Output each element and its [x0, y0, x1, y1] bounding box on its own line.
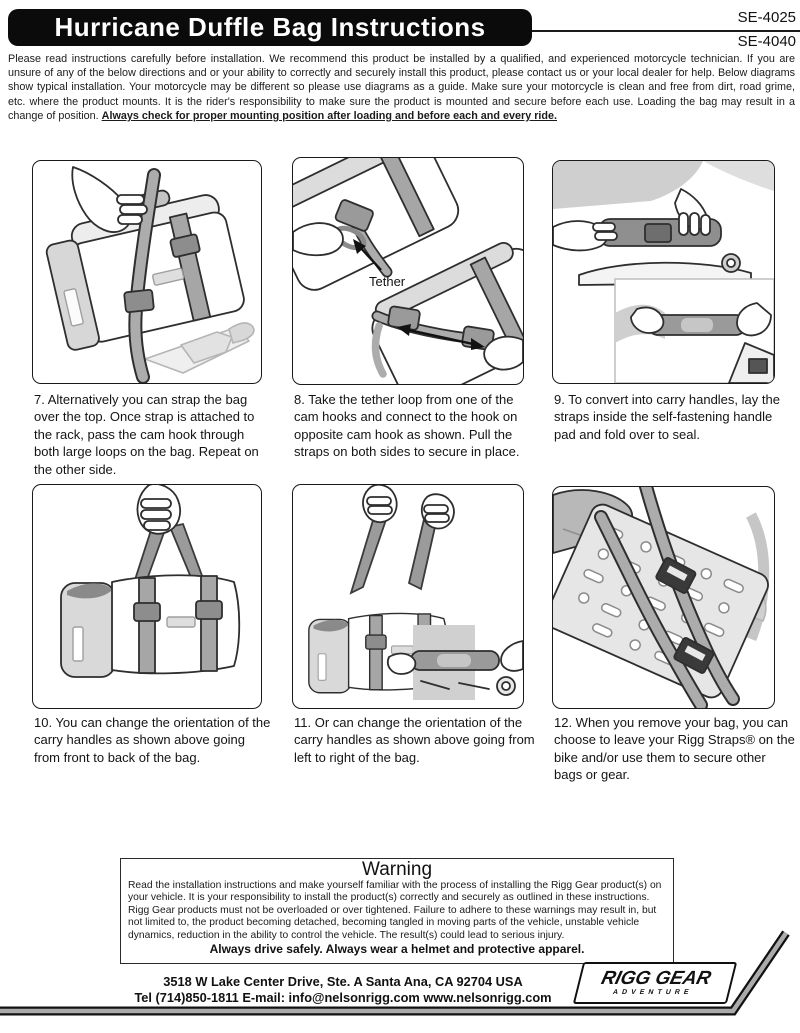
logo-subtext: ADVENTURE [611, 989, 694, 996]
step-7-figure [32, 160, 262, 384]
intro-paragraph [8, 52, 795, 123]
model-number-top: SE-4025 [737, 9, 796, 26]
step-12-illustration [553, 487, 774, 708]
logo-wordmark: RIGG GEAR [599, 968, 714, 989]
step-11-caption: 11. Or can change the orientation of the carry handles as shown above going from left to right of the bag. [294, 715, 535, 765]
step-9-figure [552, 160, 775, 384]
title-bar [8, 9, 532, 46]
step-12-figure [552, 486, 775, 709]
step-10-illustration [33, 485, 261, 708]
warning-title: Warning [361, 859, 433, 880]
contact-line: Tel (714)850-1811 E-mail: info@nelsonrigg.com www.nelsonrigg.com [134, 990, 552, 1005]
model-divider-line [532, 30, 800, 32]
step-8-illustration [293, 158, 523, 384]
warning-body-text: Read the installation instructions and make yourself familiar with the process of installing the Rigg Gear product(s) on your vehicle. It is your responsibility to install the product(s) correctly and securely as outlined in these instructions. Rigg Gear products must not be overloaded or over tightened. Failure to adhere to these warnings may result in, but not limited to, the product becoming detached, becoming tangled in moving parts of the vehicle, unstable vehicle dynamics, reduction in the ability to control the vehicle. The result(s) could lead to serious injury. [128, 880, 662, 941]
bottom-swoosh [0, 920, 800, 1033]
page-title: Hurricane Duffle Bag Instructions [54, 12, 486, 42]
step-7-caption: 7. Alternatively you can strap the bag over the top. Once strap is attached to the rack, pass the cam hook through both large loops on the bag. Repeat on the other side. [34, 392, 259, 477]
step-10-figure [32, 484, 262, 709]
step-11-illustration [293, 485, 523, 708]
step-9-illustration [553, 161, 774, 383]
step-10-caption: 10. You can change the orientation of the carry handles as shown above going from front to back of the bag. [34, 715, 271, 765]
intro-emphasis: Always check for proper mounting position after loading and before each and every ride. [101, 109, 558, 122]
address-line: 3518 W Lake Center Drive, Ste. A Santa Ana, CA 92704 USA [163, 974, 523, 989]
model-number-bottom: SE-4040 [737, 33, 796, 50]
step-11-figure [292, 484, 524, 709]
step-9-caption: 9. To convert into carry handles, lay the straps inside the self-fastening handle pad and fold over to seal. [554, 392, 780, 442]
intro-body: Please read instructions carefully before installation. We recommend this product be installed by a qualified, and experienced motorcycle technician. If you are unsure of any of the below directions and or your ability to correctly and securely install this product, please contact us or your local dealer for help. Below diagrams show typical installation. Your motorcycle may be different so please use diagrams as a guide. Make sure your motorcycle is clean and free from dirt, road grime, etc. where the product mounts. It is the rider's responsibility to make sure the product is mounted and secure before each use. Loading the bag may result in a change of position. [8, 53, 795, 122]
step-8-figure [292, 157, 524, 385]
step-8-caption: 8. Take the tether loop from one of the cam hooks and connect to the hook on opposite cam hook as shown. Pull the straps on both sides to secure in place. [294, 392, 520, 460]
tether-label: Tether [369, 274, 406, 289]
step-12-caption: 12. When you remove your bag, you can choose to leave your Rigg Straps® on the bike and/or use them to secure other bags or gear. [554, 715, 795, 783]
step-7-illustration [33, 161, 261, 383]
warning-emphasis: Always drive safely. Always wear a helmet and protective apparel. [209, 942, 585, 957]
